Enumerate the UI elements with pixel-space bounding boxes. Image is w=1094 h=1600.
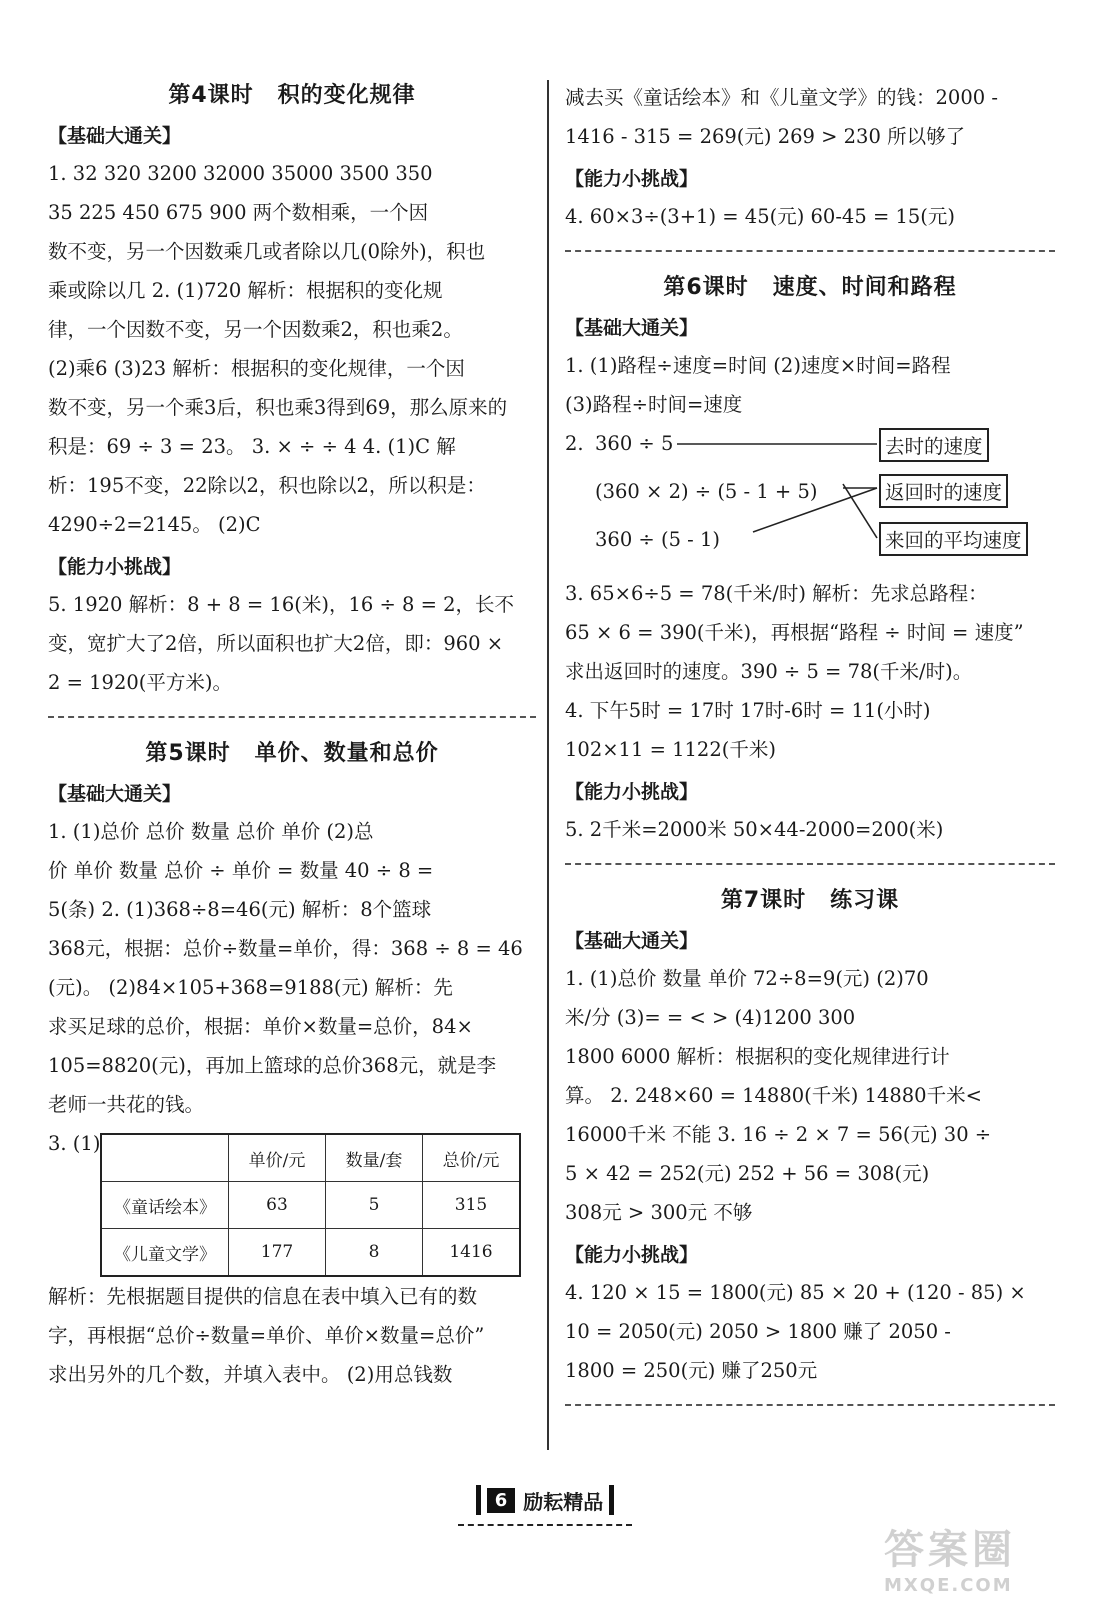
table-header: 单价/元	[229, 1134, 326, 1182]
answer-line: 求买足球的总价，根据：单价×数量=总价，84×	[48, 1015, 473, 1038]
match-target: 去时的速度	[879, 428, 989, 462]
question-label: 3. (1)	[48, 1132, 101, 1155]
dashed-separator	[565, 250, 1055, 252]
dashed-separator	[565, 1404, 1055, 1406]
answer-line: 老师一共花的钱。	[48, 1093, 205, 1116]
section-basic: 【基础大通关】	[565, 317, 699, 339]
lesson-number: 第5课时	[145, 741, 231, 766]
watermark-text: 答案圈	[884, 1527, 1016, 1573]
section-basic: 【基础大通关】	[565, 930, 699, 952]
lesson-name: 积的变化规律	[277, 83, 416, 108]
table-header-row	[101, 1134, 520, 1182]
section-challenge: 【能力小挑战】	[565, 1244, 699, 1266]
table-header	[101, 1134, 229, 1182]
answer-line: 价 单价 数量 总价 ÷ 单价 = 数量 40 ÷ 8 =	[48, 859, 434, 882]
answer-line: 解析：先根据题目提供的信息在表中填入已有的数	[48, 1285, 478, 1308]
table-cell: 5	[326, 1182, 423, 1229]
answer-line: 368元，根据：总价÷数量=单价，得：368 ÷ 8 = 46	[48, 937, 523, 960]
table-cell: 315	[423, 1182, 521, 1229]
question-label: 2.	[565, 432, 584, 455]
answer-line: 1800 6000 解析：根据积的变化规律进行计	[565, 1045, 950, 1068]
answer-line: 2 = 1920(平方米)。	[48, 671, 232, 694]
answer-line: 1. (1)总价 总价 数量 总价 单价 (2)总	[48, 820, 374, 843]
answer-line: 4. 下午5时 = 17时 17时-6时 = 11(小时)	[565, 699, 931, 722]
answer-line: 5. 1920 解析：8 + 8 = 16(米)，16 ÷ 8 = 2，长不	[48, 593, 515, 616]
answer-line: 35 225 450 675 900 两个数相乘，一个因	[48, 201, 429, 224]
match-target: 来回的平均速度	[879, 522, 1028, 556]
match-expression: 360 ÷ (5 - 1)	[595, 528, 720, 551]
answer-line: 1. (1)路程÷速度=时间 (2)速度×时间=路程	[565, 354, 951, 377]
lesson-name: 单价、数量和总价	[254, 741, 439, 766]
table-row	[101, 1229, 520, 1277]
answer-line: 减去买《童话绘本》和《儿童文学》的钱：2000 -	[565, 86, 998, 109]
table-cell: 177	[229, 1229, 326, 1277]
answer-line: 16000千米 不能 3. 16 ÷ 2 × 7 = 56(元) 30 ÷	[565, 1123, 992, 1146]
footer-bar	[609, 1485, 614, 1515]
section-challenge: 【能力小挑战】	[565, 168, 699, 190]
answer-line: 5 × 42 = 252(元) 252 + 56 = 308(元)	[565, 1162, 930, 1185]
lesson-number: 第6课时	[663, 275, 749, 300]
lesson-number: 第4课时	[168, 83, 254, 108]
watermark-logo	[884, 1518, 1064, 1596]
answer-line: 1416 - 315 = 269(元) 269 > 230 所以够了	[565, 125, 966, 148]
answer-line: 析：195不变，22除以2，积也除以2，所以积是：	[48, 474, 486, 497]
table-cell: 1416	[423, 1229, 521, 1277]
dashed-separator	[565, 863, 1055, 865]
answer-line: 65 × 6 = 390(千米)，再根据“路程 ÷ 时间 = 速度”	[565, 621, 1024, 644]
answer-line: (元)。 (2)84×105+368=9188(元) 解析：先	[48, 976, 453, 999]
answer-line: 102×11 = 1122(千米)	[565, 738, 776, 761]
lesson-4-title	[48, 78, 536, 109]
answer-line: 变，宽扩大了2倍，所以面积也扩大2倍，即：960 ×	[48, 632, 504, 655]
answer-line: 律，一个因数不变，另一个因数乘2，积也乘2。	[48, 318, 463, 341]
left-column	[48, 72, 536, 1394]
table-header: 总价/元	[423, 1134, 521, 1182]
answer-line: 4. 60×3÷(3+1) = 45(元) 60-45 = 15(元)	[565, 205, 956, 228]
table-cell: 《儿童文学》	[101, 1229, 229, 1277]
answer-line: 算。 2. 248×60 = 14880(千米) 14880千米<	[565, 1084, 982, 1107]
answer-line: 10 = 2050(元) 2050 > 1800 赚了 2050 -	[565, 1320, 951, 1343]
right-column	[565, 78, 1055, 1424]
answer-line: 求出另外的几个数，并填入表中。 (2)用总钱数	[48, 1363, 453, 1386]
answer-line: 米/分 (3)= = < > (4)1200 300	[565, 1006, 856, 1029]
watermark-url: MXQE.COM	[884, 1575, 1013, 1596]
section-challenge: 【能力小挑战】	[48, 556, 182, 578]
answer-line: 5. 2千米=2000米 50×44-2000=200(米)	[565, 818, 944, 841]
lesson-name: 练习课	[830, 888, 900, 913]
table-cell: 8	[326, 1229, 423, 1277]
match-line	[843, 484, 877, 538]
answer-line: 5(条) 2. (1)368÷8=46(元) 解析：8个篮球	[48, 898, 432, 921]
section-basic: 【基础大通关】	[48, 783, 182, 805]
match-line	[753, 488, 877, 532]
answer-line: 求出返回时的速度。390 ÷ 5 = 78(千米/时)。	[565, 660, 973, 683]
answer-line: 4290÷2=2145。 (2)C	[48, 513, 261, 536]
answer-line: 1. (1)总价 数量 单价 72÷8=9(元) (2)70	[565, 967, 929, 990]
match-expression: 360 ÷ 5	[595, 432, 674, 455]
section-challenge: 【能力小挑战】	[565, 781, 699, 803]
table-cell: 《童话绘本》	[101, 1182, 229, 1229]
answer-line: 积是：69 ÷ 3 = 23。 3. × ÷ ÷ 4 4. (1)C 解	[48, 435, 456, 458]
answer-line: 3. 65×6÷5 = 78(千米/时) 解析：先求总路程：	[565, 582, 988, 605]
answer-line: 1800 = 250(元) 赚了250元	[565, 1359, 818, 1382]
brand-name: 励耘精品	[523, 1489, 604, 1514]
answer-line: (2)乘6 (3)23 解析：根据积的变化规律，一个因	[48, 357, 465, 380]
answer-line: 308元 > 300元 不够	[565, 1201, 753, 1224]
match-target: 返回时的速度	[879, 474, 1008, 508]
footer-bar	[476, 1485, 481, 1515]
match-expression: (360 × 2) ÷ (5 - 1 + 5)	[595, 480, 818, 503]
lesson-name: 速度、时间和路程	[772, 275, 957, 300]
lesson-number: 第7课时	[720, 888, 807, 913]
lesson-5-title	[48, 736, 536, 767]
column-divider	[547, 80, 549, 1450]
footer-dash	[458, 1524, 632, 1526]
answer-line: 字，再根据“总价÷数量=单价、单价×数量=总价”	[48, 1324, 485, 1347]
page-footer	[440, 1480, 650, 1520]
dashed-separator	[48, 716, 536, 718]
answer-line: 1. 32 320 3200 32000 35000 3500 350	[48, 162, 433, 185]
page-number: 6	[487, 1488, 516, 1513]
answer-line: 数不变，另一个因数乘几或者除以几(0除外)，积也	[48, 240, 486, 263]
matching-question	[565, 428, 1055, 568]
answer-line: 105=8820(元)，再加上篮球的总价368元，就是李	[48, 1054, 497, 1077]
table-header: 数量/套	[326, 1134, 423, 1182]
price-table	[100, 1133, 521, 1277]
answer-line: 数不变，另一个乘3后，积也乘3得到69，那么原来的	[48, 396, 508, 419]
section-basic: 【基础大通关】	[48, 125, 182, 147]
answer-line: 乘或除以几 2. (1)720 解析：根据积的变化规	[48, 279, 443, 302]
table-row	[101, 1182, 520, 1229]
lesson-7-title	[565, 883, 1055, 914]
lesson-6-title	[565, 270, 1055, 301]
table-cell: 63	[229, 1182, 326, 1229]
answer-line: (3)路程÷时间=速度	[565, 393, 743, 416]
answer-line: 4. 120 × 15 = 1800(元) 85 × 20 + (120 - 85) ×	[565, 1281, 1026, 1304]
